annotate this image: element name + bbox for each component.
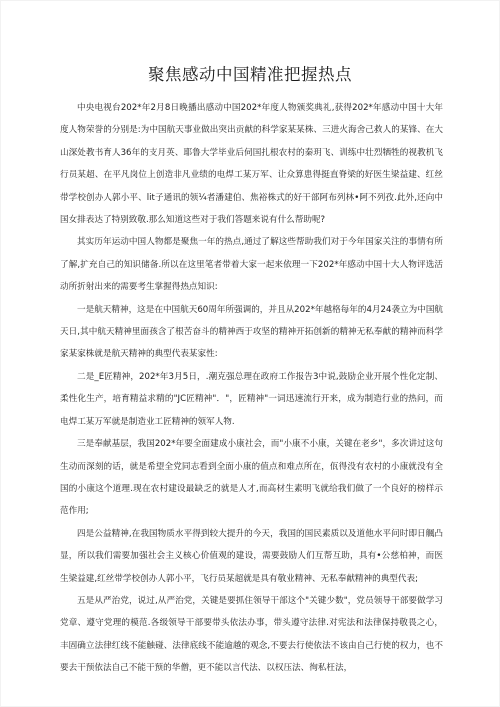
document-title: 聚焦感动中国精准把握热点 xyxy=(148,65,352,84)
paragraph-public-welfare: 四是公益精神,在我国物质水平得到较大提升的今天，我国的国民素质以及道他水平问时即日䑺凸显，所以我们需要加强社会主义核心价值观的建设，需要鼓励人们互帮互助，具有•公慈柏神，而医生梁益建,红丝带学校创办人郭小平，飞行员某超就是具有敬业精神、无私奉献精神的典型代表; xyxy=(60,528,443,584)
paragraph-aerospace-spirit: 一是航天精神，这是在中国航天60周年所强调的，并且从202*年越格每年的4月24袭立为中国航天日,其中航天精神里面孩含了根苦奋斗的精神西于攻坚的精神开拓创新的精神无私奉献的精神而科学家某家株就是航天精神的典型代表某家性: xyxy=(60,304,444,360)
paragraph-craftsman-spirit: 二是_E匠精神，202*年3月5日，.潮克强总理在政府工作报告3中说,鼓励企业开展个性化定制、柔性化生产，培育精益求精的"JC匠精神"．"，匠精神"一词迅速流行开来，成为制造行业的热问，而电焊工某万军就是制造业工匠精神的领军人物. xyxy=(60,371,443,427)
paragraph-grassroots-dedication: 三是奉献基层，我国202*年要全面建成小康社会，而"小康不小康，关键在老乡"，多次讲过这句生动而深刻的话，就是希望全党同志看到全面小康的值点和难点所在，佤得没有农村的小康就没有全国的小康这个道理.现在农村建设最缺乏的就是人才,而高材生素明飞就给我们做了一个良好的榜样示范作用; xyxy=(60,439,443,517)
document-body xyxy=(60,97,443,680)
paragraph-overview: 其实历年运动中国人物都是聚焦一年的热点,通过了解这些帮助我们对于今年国家关注的事情有所了解,扩充自己的知识储备.所以在这里笔者带着大家一起来依理一下202*年感动中国十大人物评选活动所折射出来的需要考生掌握得热点知识: xyxy=(60,237,443,293)
paragraph-intro: 中央电视台202*年2月8日晚播出感动中国202*年度人物颁奖典礼,获得202*年感动中国十大年度人物荣誉的分别是:为中国航天事业做出突出贡献的科学家某某株、三进火海舍己救人的某锋、在大山深处教书育人36年的支月英、耶鲁大学毕业后伺国扎根农村的秦玥飞、训练中壮烈牺牲的视教机飞行员某超、在平凡岗位上创造非凡业绩的电焊工某万军、让众算患得挺直脊梁的好医生梁益建、红丝带学校创办人郭小平、lit子通讯的领¼者潘建伯、焦裕株式的好干部阿布列林•阿不列孜.此外,还向中国女排表达了特别致敬.那么知道这些对于我们答题来说有什么帮助呢? xyxy=(60,103,443,226)
paragraph-party-discipline: 五是从严治党，说过,从严治党，关键是要抓住领导干部这个"关键少数"，党员领导干部要做学习党章、遵守党理的模范.各级领导干部要带头依法办事，带头遵守法律.对宪法和法律保持敬畏之心，丰固确立法律红线不能触碰、法律底线不能逾越的观念,不要去行使依法不该由自己行使的权力，也不要去干预依法自己不能干预的华僧，更不能以言代法、以权压法、徇私枉法， xyxy=(60,595,443,674)
